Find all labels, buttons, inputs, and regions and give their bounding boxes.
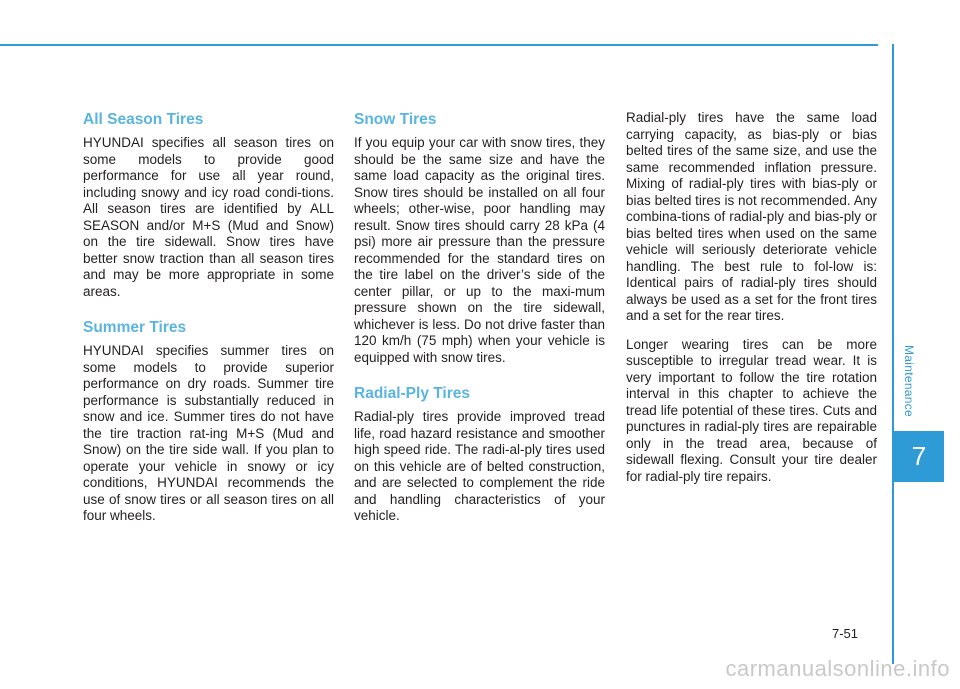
- column-2: [354, 110, 605, 537]
- section-title-snow: Snow Tires: [354, 111, 437, 128]
- side-rule: [892, 44, 894, 664]
- watermark: carmanualsonline.info: [725, 656, 950, 681]
- column-3: [626, 110, 877, 497]
- chapter-label: Maintenance: [902, 344, 916, 417]
- section-title-summer: Summer Tires: [83, 319, 187, 336]
- section-title-radial: Radial-Ply Tires: [354, 385, 471, 402]
- chapter-number: 7: [911, 441, 927, 471]
- section-body-all-season: HYUNDAI specifies all season tires on some models to provide good performance for use all year round, including snowy and icy road condi-tions. All season tires are identified by ALL SEASON and/or M+S (Mud and Snow) on the tire sidewall. Snow tires have better snow traction than all season tires and may be more appropriate in some areas.: [83, 135, 334, 299]
- section-body-snow: If you equip your car with snow tires, they should be the same size and have the same load capacity as the original tires. Snow tires should be installed on all four wheels; other-wise, poor handling may result. Snow tires should carry 28 kPa (4 psi) more air pressure than the pressure recommended for the standard tires on the tire label on the driver’s side of the center pillar, or up to the maxi-mum pressure shown on the tire sidewall, whichever is less. Do not drive faster than 120 km/h (75 mph) when your vehicle is equipped with snow tires.: [354, 135, 605, 365]
- page-number: 7-51: [832, 626, 859, 641]
- header-rule: [0, 44, 878, 46]
- radial-ply-paragraph-2: Longer wearing tires can be more susceptible to irregular tread wear. It is very important to follow the tire rotation interval in this chapter to achieve the tread life potential of these tires. Cuts and punctures in radial-ply tires are repairable only in the tread area, because of sidewall flexing. Consult your tire dealer for radial-ply tire repairs.: [626, 336, 877, 484]
- section-body-summer: HYUNDAI specifies summer tires on some models to provide superior performance on dry roads. Summer tire performance is substantially reduced in snow and ice. Summer tires do not have the tire traction rat-ing M+S (Mud and Snow) on the tire side wall. If you plan to operate your vehicle in snowy or icy conditions, HYUNDAI recommends the use of snow tires or all season tires on all four wheels.: [83, 343, 334, 523]
- section-body-radial: Radial-ply tires provide improved tread life, road hazard resistance and smoother high speed ride. The radi-al-ply tires used on this vehicle are of belted construction, and are selected to complement the ride and handling characteristics of your vehicle.: [354, 409, 605, 523]
- column-1: [83, 110, 334, 537]
- section-title-all-season: All Season Tires: [83, 111, 204, 128]
- radial-ply-paragraph-1: Radial-ply tires have the same load carrying capacity, as bias-ply or bias belted tires of the same size, and use the same recommended inflation pressure. Mixing of radial-ply tires with bias-ply or bias belted tires is not recommended. Any combina-tions of radial-ply and bias-ply or bias belted tires when used on the same vehicle will seriously deteriorate vehicle handling. The best rule to fol-low is: Identical pairs of radial-ply tires should always be used as a set for the front tires and a set for the rear tires.: [626, 110, 877, 323]
- chapter-tab[interactable]: [894, 431, 944, 482]
